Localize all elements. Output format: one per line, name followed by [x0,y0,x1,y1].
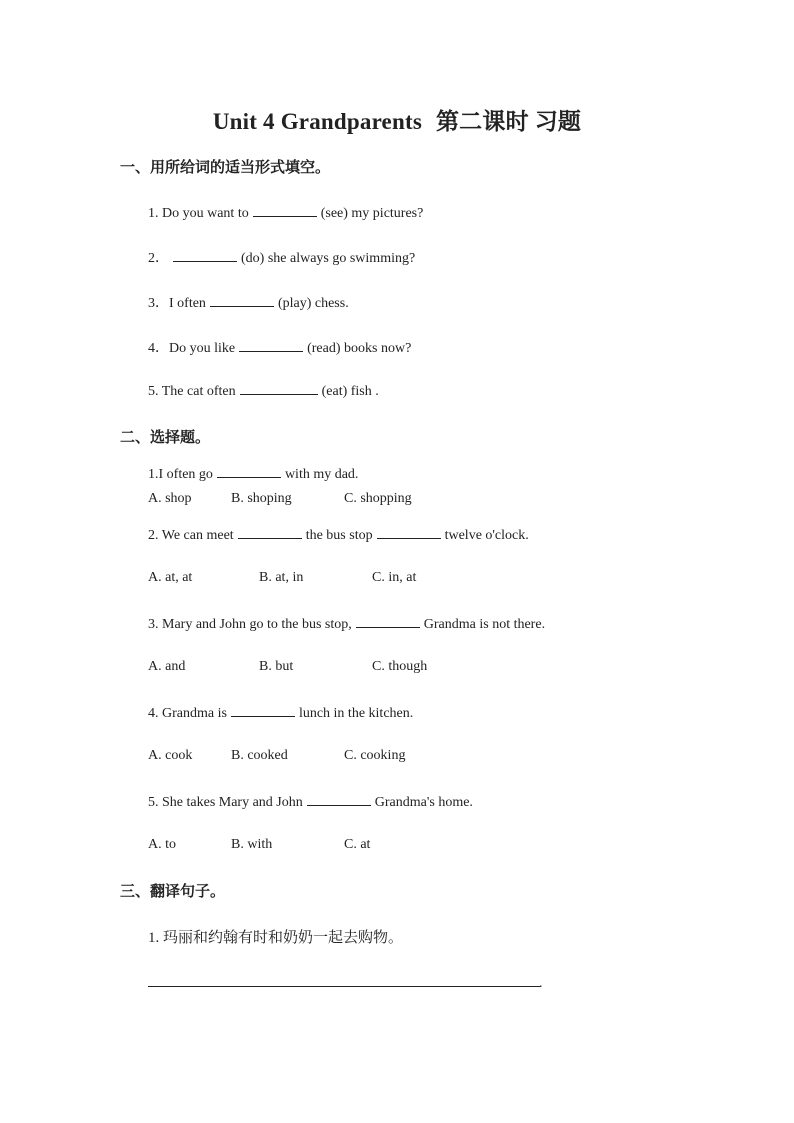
answer-blank[interactable] [173,248,237,262]
answer-blank[interactable] [356,614,420,628]
fill-question-5: 5. The cat often (eat) fish . [148,381,379,400]
choice-question-5: 5. She takes Mary and John Grandma's home. [148,792,473,811]
choice-option[interactable]: A. cook [148,748,193,763]
answer-blank[interactable] [377,525,441,539]
choice-option[interactable]: A. shop [148,491,192,506]
choice-option[interactable]: B. cooked [231,748,288,763]
choice-question-4: 4. Grandma is lunch in the kitchen. [148,703,413,722]
choice-question-2: 2. We can meet the bus stop twelve o'clock. [148,525,529,544]
choice-question-1: 1.I often go with my dad. [148,464,358,483]
choice-option[interactable]: A. and [148,659,186,674]
answer-blank[interactable] [217,464,281,478]
fill-question-2: 2． (do) she always go swimming? [148,247,415,267]
answer-blank[interactable] [307,792,371,806]
choice-option[interactable]: A. at, at [148,570,193,585]
title-chinese: 第二课时 习题 [435,109,582,134]
answer-blank[interactable] [231,703,295,717]
page-title [0,103,794,136]
choice-option[interactable]: B. at, in [259,570,304,585]
section-heading-choice: 二、选择题。 [120,430,211,446]
answer-blank[interactable] [239,338,303,352]
fill-question-1: 1. Do you want to (see) my pictures? [148,203,423,222]
answer-line-end: . [539,976,543,991]
answer-blank[interactable] [210,293,274,307]
choice-option[interactable]: C. though [372,659,428,674]
choice-option[interactable]: C. in, at [372,570,417,585]
answer-blank[interactable] [253,203,317,217]
translate-question-1: 1. 玛丽和约翰有时和奶奶一起去购物。 [148,930,404,946]
choice-question-3: 3. Mary and John go to the bus stop, Grandma is not there. [148,614,545,633]
answer-blank[interactable] [238,525,302,539]
title-english: Unit 4 Grandparents [212,109,422,134]
choice-option[interactable]: C. at [344,837,371,852]
choice-option[interactable]: B. but [259,659,294,674]
choice-option[interactable]: A. to [148,837,176,852]
choice-option[interactable]: C. shopping [344,491,412,506]
choice-option[interactable]: B. with [231,837,273,852]
section-heading-translate: 三、翻译句子。 [120,884,226,900]
fill-question-3: 3．I often (play) chess. [148,292,349,312]
translation-answer-line[interactable] [148,986,540,987]
answer-blank[interactable] [240,381,318,395]
section-heading-fill: 一、用所给词的适当形式填空。 [120,160,331,176]
fill-question-4: 4．Do you like (read) books now? [148,337,411,357]
choice-option[interactable]: C. cooking [344,748,406,763]
choice-option[interactable]: B. shoping [231,491,292,506]
